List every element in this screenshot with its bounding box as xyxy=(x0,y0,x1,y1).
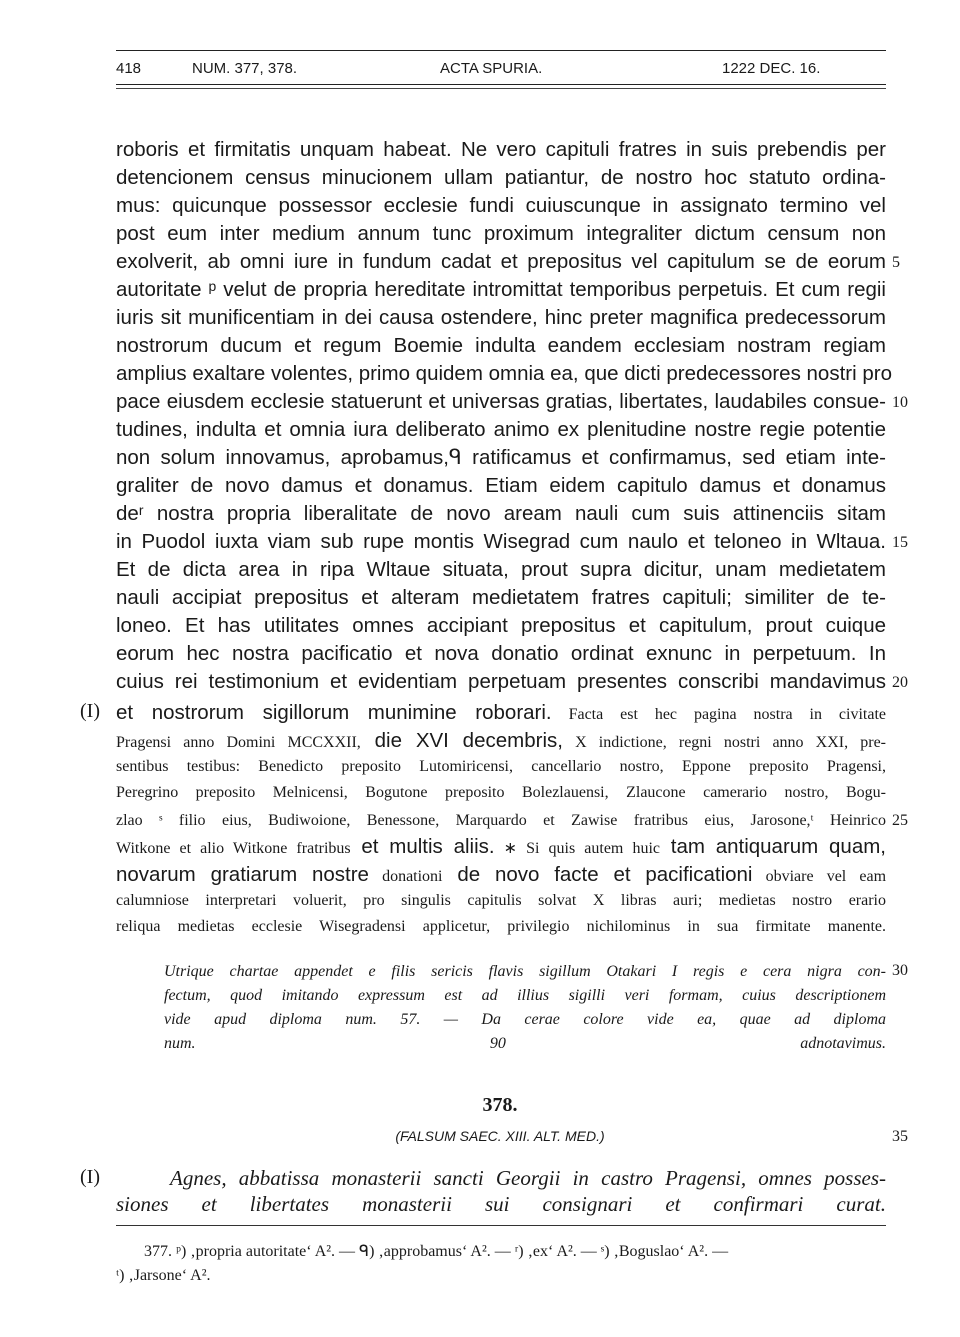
page-number: 418 xyxy=(116,60,142,77)
text-line: Pragensi anno Domini MCCXXII, die XVI decembris, X indictione, regni nostri anno XXI, pre- xyxy=(116,729,887,752)
line-number: 35 xyxy=(892,1128,908,1145)
regest-mark: (I) xyxy=(80,1166,100,1188)
regest-line: siones et libertates monasterii sui consignari et confirmari curat. xyxy=(116,1192,886,1216)
line-number: 10 xyxy=(892,394,908,411)
text-line: amplius exaltare volentes, primo quidem omnia ea, que dicti predecessores nostri pro xyxy=(116,362,892,385)
text-line: roboris et firmitatis unquam habeat. Ne vero capituli fratres in suis prebendis per xyxy=(116,138,886,161)
text-line: pace eiusdem ecclesie statuerunt et universas gratias, libertates, laudabiles consue- xyxy=(116,390,886,413)
text-line: in Puodol iuxta viam sub rupe montis Wisegrad cum naulo et teloneo in Wltaua. xyxy=(116,530,886,553)
header-num: NUM. 377, 378. xyxy=(192,60,298,77)
regest-line: Agnes, abbatissa monasterii sancti Georgii in castro Pragensi, omnes posses- xyxy=(170,1166,886,1190)
text-line: Witkone et alio Witkone fratribus et multis aliis. ∗ Si quis autem huic tam antiquarum quam, xyxy=(116,835,887,858)
seal-note-line: fectum, quod imitando expressum est ad illius sigilli veri formam, cuius descriptionem xyxy=(164,987,886,1004)
line-number: 15 xyxy=(892,534,908,551)
header-rule-thin xyxy=(116,88,886,89)
text-line: autoritate ᵖ velut de propria hereditate intromittat temporibus perpetuis. Et cum regii xyxy=(116,278,886,301)
text-line: reliqua medietas ecclesie Wisegradensi applicetur, privilegio nichilominus in sua firmitate manente. xyxy=(116,918,886,935)
header-date: 1222 DEC. 16. xyxy=(722,60,821,77)
text-line: mus: quicunque possessor ecclesie fundi cuiuscunque in assignato termino vel xyxy=(116,194,886,217)
text-line: novarum gratiarum nostre donationi de novo facte et pacificationi obviare vel eam xyxy=(116,863,887,886)
text-line: deʳ nostra propria liberalitate de novo aream nauli cum suis attinenciis sitam xyxy=(116,502,886,525)
text-line: cuius rei testimonium et evidentiam perpetuam presentes conscribi mandavimus xyxy=(116,670,886,693)
text-line: nauli accipiat prepositus et alteram medietatem fratres capituli; similiter de te- xyxy=(116,586,886,609)
running-header xyxy=(116,60,886,82)
document-number: 378. xyxy=(482,1094,518,1116)
text-line: graliter de novo damus et donamus. Etiam eidem capitulo damus et donamus xyxy=(116,474,886,497)
header-rule xyxy=(116,84,886,85)
text-line: Et de dicta area in ripa Wltaue situata, prout supra dicitur, unam medietatem xyxy=(116,558,886,581)
top-rule xyxy=(116,50,886,51)
text-line: eorum hec nostra pacificatio et nova donatio ordinat exnunc in perpetuum. In xyxy=(116,642,886,665)
text-line: et nostrorum sigillorum munimine roborari. Facta est hec pagina nostra in civitate xyxy=(116,701,887,724)
text-line: post eum inter medium annum tunc proximum integraliter dictum censum non xyxy=(116,222,886,245)
seal-note-line: Utrique chartae appendet e filis sericis flavis sigillum Otakari I regis e cera nigra con- xyxy=(164,963,886,980)
line-number: 25 xyxy=(892,812,908,829)
text-line: iuris sit munificentiam in dei causa ostendere, hinc preter magnifica predecessorum xyxy=(116,306,886,329)
text-line: non solum innovamus, aprobamus,ᑫ ratificamus et confirmamus, sed etiam inte- xyxy=(116,446,886,469)
line-number: 30 xyxy=(892,962,908,979)
text-line: exolverit, ab omni iure in fundum cadat et prepositus vel capitulum se de eorum xyxy=(116,250,886,273)
text-line: loneo. Et has utilitates omnes accipiant prepositus et capitulum, prout cuique xyxy=(116,614,886,637)
seal-note-line: num. 90 adnotavimus. xyxy=(164,1035,886,1052)
header-series: ACTA SPURIA. xyxy=(440,60,543,77)
seal-note-line: vide apud diploma num. 57. — Da cerae colore vide ea, quae ad diploma xyxy=(164,1011,886,1028)
footnote-line: ᵗ) ‚Jarsone‘ A². xyxy=(116,1267,211,1284)
text-line: sentibus testibus: Benedicto preposito Lutomiricensi, cancellario nostro, Eppone preposito Pragensi, xyxy=(116,758,886,775)
line-number: 5 xyxy=(892,254,900,271)
text-line: calumniose interpretari voluerit, pro singulis capitulis solvat X libras auri; medietas nostro erario xyxy=(116,892,886,909)
line-number: 20 xyxy=(892,674,908,691)
footnote-line: 377. ᵖ) ‚propria autoritate‘ A². — ᑫ) ‚approbamus‘ A². — ʳ) ‚ex‘ A². — ˢ) ‚Boguslao‘ A². — xyxy=(144,1243,729,1260)
footnote-rule xyxy=(116,1225,886,1226)
text-line: zlao ˢ filio eius, Budiwoione, Benessone, Marquardo et Zawise fratribus eius, Jarosone,ᵗ Heinrico xyxy=(116,812,886,829)
text-line: detencionem census minucionem ullam patiantur, de nostro hoc statuto ordina- xyxy=(116,166,886,189)
text-line: nostrorum ducum et regum Boemie indulta eandem ecclesiam nostram regiam xyxy=(116,334,886,357)
margin-mark: (I) xyxy=(80,700,100,722)
document-subtitle: (FALSUM SAEC. XIII. ALT. MED.) xyxy=(395,1128,605,1144)
text-line: tudines, indulta et omnia iura deliberato animo ex plenitudine nostre regie potentie xyxy=(116,418,886,441)
text-line: Peregrino preposito Melnicensi, Bogutone preposito Bolezlauensi, Zlaucone camerario nostro, Bogu- xyxy=(116,784,886,801)
